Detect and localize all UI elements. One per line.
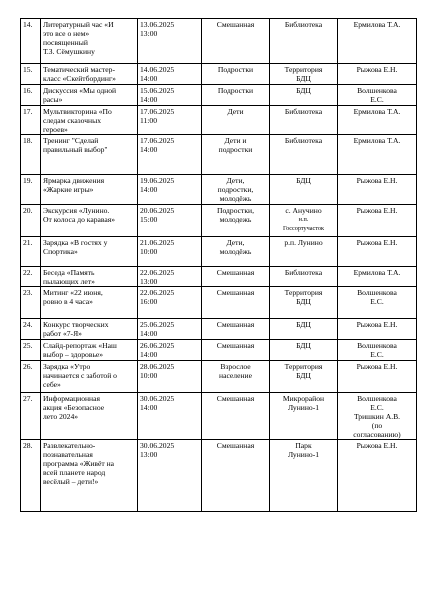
date-cell: [138, 319, 202, 340]
cell-line: класс «Скейтбординг»: [43, 73, 116, 83]
date-cell: [138, 135, 202, 175]
cell-line: Ермилова Т.А.: [353, 135, 401, 145]
cell-line: Дети: [227, 106, 244, 116]
place-cell: [270, 393, 338, 440]
event-date: 14.06.2025: [140, 64, 175, 74]
cell-line: молодёжь: [219, 193, 252, 203]
schedule-body: [21, 19, 417, 512]
event-time: 14:00: [140, 73, 158, 83]
place-cell: [270, 175, 338, 205]
cell-line: Спортика»: [43, 246, 78, 256]
cell-line: население: [219, 370, 252, 380]
cell-line: Е.С.: [370, 402, 384, 412]
cell-line: БДЦ: [296, 319, 311, 329]
cell-line: БДЦ: [296, 175, 311, 185]
responsible-cell: [338, 340, 417, 361]
date-cell: [138, 237, 202, 267]
cell-line: Смешанная: [216, 267, 255, 277]
cell-line: героев»: [43, 124, 68, 134]
cell-line: Парк: [295, 440, 312, 450]
cell-line: лето 2024»: [43, 411, 79, 421]
event-date: 28.06.2025: [140, 361, 175, 371]
cell-line: Дети,: [226, 175, 245, 185]
cell-line: Дети,: [226, 237, 245, 247]
cell-line: подростки,: [217, 184, 254, 194]
date-cell: [138, 64, 202, 85]
cell-line: Митинг «22 июня,: [43, 287, 103, 297]
cell-line: Библиотека: [284, 19, 323, 29]
cell-line: Территория: [284, 64, 323, 74]
responsible-cell: [338, 440, 417, 512]
row-number: 18.: [21, 135, 41, 175]
cell-line: Рыжова Е.Н.: [356, 237, 398, 247]
responsible-cell: [338, 85, 417, 106]
audience-cell: [202, 175, 270, 205]
activity-cell: [41, 237, 138, 267]
audience-cell: [202, 19, 270, 64]
cell-line: Ермилова Т.А.: [353, 267, 401, 277]
cell-line: правильный выбор": [43, 144, 108, 154]
activity-cell: [41, 361, 138, 393]
cell-line: Тренинг "Сделай: [43, 135, 99, 145]
table-row: [21, 64, 417, 85]
activity-cell: [41, 440, 138, 512]
cell-line: Рыжова Е.Н.: [356, 205, 398, 215]
cell-line: Развлекательно-: [43, 440, 96, 450]
event-date: 22.06.2025: [140, 267, 175, 277]
responsible-cell: [338, 287, 417, 319]
row-number: 14.: [21, 19, 41, 64]
cell-line: Е.С.: [370, 94, 384, 104]
cell-line: Слайд-репортаж «Наш: [43, 340, 117, 350]
responsible-cell: [338, 106, 417, 135]
cell-line: Подростки: [217, 64, 254, 74]
audience-cell: [202, 237, 270, 267]
event-time: 13:00: [140, 449, 158, 459]
table-row: [21, 267, 417, 287]
cell-line: Ярмарка движения: [43, 175, 105, 185]
date-cell: [138, 361, 202, 393]
row-number: 23.: [21, 287, 41, 319]
responsible-cell: [338, 267, 417, 287]
activity-cell: [41, 393, 138, 440]
place-cell: [270, 267, 338, 287]
event-date: 15.06.2025: [140, 85, 175, 95]
activity-cell: [41, 175, 138, 205]
cell-line: Рыжова Е.Н.: [356, 440, 398, 450]
cell-line: Смешанная: [216, 340, 255, 350]
row-number: 17.: [21, 106, 41, 135]
cell-line: себе»: [43, 379, 61, 389]
cell-line: Рыжова Е.Н.: [356, 64, 398, 74]
responsible-cell: [338, 19, 417, 64]
responsible-cell: [338, 361, 417, 393]
responsible-cell: [338, 393, 417, 440]
cell-line: (по: [371, 420, 383, 430]
responsible-cell: [338, 175, 417, 205]
schedule-table: [20, 18, 417, 512]
cell-line: Беседа «Память: [43, 267, 95, 277]
cell-line: Зарядка «Утро: [43, 361, 91, 371]
row-number: 26.: [21, 361, 41, 393]
table-row: [21, 440, 417, 512]
cell-line: Смешанная: [216, 393, 255, 403]
event-time: 10:00: [140, 370, 158, 380]
cell-line: Библиотека: [284, 106, 323, 116]
cell-line: выбор – здоровье»: [43, 349, 104, 359]
activity-cell: [41, 319, 138, 340]
cell-line: Подростки,: [216, 205, 255, 215]
place-cell: [270, 19, 338, 64]
place-cell: [270, 85, 338, 106]
cell-line: Территория: [284, 287, 323, 297]
cell-line: Библиотека: [284, 135, 323, 145]
event-time: 15:00: [140, 214, 158, 224]
cell-line: Смешанная: [216, 440, 255, 450]
table-row: [21, 340, 417, 361]
cell-line: Рыжова Е.Н.: [356, 175, 398, 185]
cell-line: это все о нем»: [43, 28, 90, 38]
cell-line: Е.С.: [370, 349, 384, 359]
audience-cell: [202, 267, 270, 287]
cell-line: познавательная: [43, 449, 93, 459]
responsible-cell: [338, 237, 417, 267]
audience-cell: [202, 205, 270, 237]
cell-line: Госсортучасток: [283, 224, 324, 232]
audience-cell: [202, 106, 270, 135]
audience-cell: [202, 135, 270, 175]
date-cell: [138, 85, 202, 106]
table-row: [21, 361, 417, 393]
responsible-cell: [338, 135, 417, 175]
event-time: 13:00: [140, 276, 158, 286]
event-time: 14:00: [140, 144, 158, 154]
cell-line: Тришкин А.В.: [353, 411, 401, 421]
activity-cell: [41, 267, 138, 287]
cell-line: расы»: [43, 94, 63, 104]
event-time: 14:00: [140, 184, 158, 194]
activity-cell: [41, 64, 138, 85]
responsible-cell: [338, 64, 417, 85]
cell-line: следам сказочных: [43, 115, 102, 125]
event-time: 14:00: [140, 349, 158, 359]
event-time: 11:00: [140, 115, 158, 125]
cell-line: молодёжь: [219, 246, 252, 256]
event-time: 14:00: [140, 328, 158, 338]
event-time: 10:00: [140, 246, 158, 256]
place-cell: [270, 205, 338, 237]
audience-cell: [202, 340, 270, 361]
cell-line: Волшенкова: [357, 340, 397, 350]
cell-line: работ «7-Я»: [43, 328, 82, 338]
event-time: 16:00: [140, 296, 158, 306]
audience-cell: [202, 361, 270, 393]
event-date: 26.06.2025: [140, 340, 175, 350]
activity-cell: [41, 19, 138, 64]
audience-cell: [202, 64, 270, 85]
cell-line: молодежь: [219, 214, 252, 224]
date-cell: [138, 175, 202, 205]
cell-line: начинается с заботой о: [43, 370, 117, 380]
cell-line: Микрорайон: [282, 393, 325, 403]
cell-line: Информационная: [43, 393, 100, 403]
date-cell: [138, 106, 202, 135]
place-cell: [270, 237, 338, 267]
row-number: 25.: [21, 340, 41, 361]
activity-cell: [41, 106, 138, 135]
cell-line: акция «Безопасное: [43, 402, 105, 412]
cell-line: БДЦ: [296, 296, 311, 306]
cell-line: р.п. Лунино: [284, 237, 323, 247]
cell-line: Смешанная: [216, 287, 255, 297]
place-cell: [270, 440, 338, 512]
date-cell: [138, 287, 202, 319]
table-row: [21, 19, 417, 64]
cell-line: Смешанная: [216, 319, 255, 329]
activity-cell: [41, 85, 138, 106]
event-time: 14:00: [140, 402, 158, 412]
cell-line: Экскурсия «Лунино.: [43, 205, 110, 215]
cell-line: подростки: [218, 144, 253, 154]
cell-line: всей планете народ: [43, 467, 106, 477]
cell-line: БДЦ: [296, 340, 311, 350]
cell-line: БДЦ: [296, 370, 311, 380]
cell-line: Дети и: [224, 135, 247, 145]
date-cell: [138, 205, 202, 237]
table-row: [21, 106, 417, 135]
event-date: 17.06.2025: [140, 106, 175, 116]
cell-line: БДЦ: [296, 73, 311, 83]
audience-cell: [202, 85, 270, 106]
event-date: 13.06.2025: [140, 19, 175, 29]
table-row: [21, 319, 417, 340]
row-number: 27.: [21, 393, 41, 440]
cell-line: Зарядка «В гостях у: [43, 237, 108, 247]
audience-cell: [202, 393, 270, 440]
event-date: 25.06.2025: [140, 319, 175, 329]
cell-line: Подростки: [217, 85, 254, 95]
cell-line: От колоса до каравая»: [43, 214, 116, 224]
cell-line: Лунино-1: [287, 402, 320, 412]
cell-line: БДЦ: [296, 85, 311, 95]
audience-cell: [202, 287, 270, 319]
cell-line: Смешанная: [216, 19, 255, 29]
place-cell: [270, 361, 338, 393]
date-cell: [138, 440, 202, 512]
table-row: [21, 393, 417, 440]
place-cell: [270, 106, 338, 135]
event-date: 22.06.2025: [140, 287, 175, 297]
cell-line: весёлый – дети!»: [43, 476, 99, 486]
place-cell: [270, 287, 338, 319]
cell-line: Волшенкова: [357, 287, 397, 297]
cell-line: Ермилова Т.А.: [353, 19, 401, 29]
event-date: 30.06.2025: [140, 393, 175, 403]
table-row: [21, 135, 417, 175]
row-number: 21.: [21, 237, 41, 267]
place-cell: [270, 135, 338, 175]
event-date: 19.06.2025: [140, 175, 175, 185]
cell-line: Е.С.: [370, 296, 384, 306]
row-number: 24.: [21, 319, 41, 340]
cell-line: Библиотека: [284, 267, 323, 277]
cell-line: с. Анучино: [285, 205, 322, 215]
cell-line: ровно в 4 часа»: [43, 296, 93, 306]
activity-cell: [41, 287, 138, 319]
event-date: 20.06.2025: [140, 205, 175, 215]
cell-line: согласованию): [353, 429, 401, 439]
row-number: 16.: [21, 85, 41, 106]
row-number: 20.: [21, 205, 41, 237]
cell-line: Мультвикторина «По: [43, 106, 112, 116]
audience-cell: [202, 319, 270, 340]
responsible-cell: [338, 205, 417, 237]
cell-line: Волшенкова: [357, 85, 397, 95]
cell-line: Рыжова Е.Н.: [356, 319, 398, 329]
row-number: 22.: [21, 267, 41, 287]
event-time: 13:00: [140, 28, 158, 38]
table-row: [21, 287, 417, 319]
cell-line: Рыжова Е.Н.: [356, 361, 398, 371]
cell-line: Ермилова Т.А.: [353, 106, 401, 116]
table-row: [21, 85, 417, 106]
cell-line: Литературный час «И: [43, 19, 114, 29]
cell-line: «Жаркие игры»: [43, 184, 94, 194]
event-date: 30.06.2025: [140, 440, 175, 450]
cell-line: Взрослое: [220, 361, 251, 371]
cell-line: Волшенкова: [357, 393, 397, 403]
place-cell: [270, 64, 338, 85]
cell-line: Лунино-1: [287, 449, 320, 459]
cell-line: программа «Живёт на: [43, 458, 115, 468]
date-cell: [138, 340, 202, 361]
cell-line: Территория: [284, 361, 323, 371]
cell-line: посвященный: [43, 37, 88, 47]
table-row: [21, 237, 417, 267]
row-number: 19.: [21, 175, 41, 205]
cell-line: Тематический мастер-: [43, 64, 116, 74]
date-cell: [138, 393, 202, 440]
activity-cell: [41, 340, 138, 361]
event-time: 14:00: [140, 94, 158, 104]
date-cell: [138, 19, 202, 64]
activity-cell: [41, 205, 138, 237]
cell-line: Конкурс творческих: [43, 319, 109, 329]
place-cell: [270, 319, 338, 340]
cell-line: н.п.: [298, 215, 309, 223]
date-cell: [138, 267, 202, 287]
cell-line: пылающих лет»: [43, 276, 95, 286]
cell-line: Дискуссия «Мы одной: [43, 85, 117, 95]
responsible-cell: [338, 319, 417, 340]
cell-line: Т.З. Сёмушкину: [43, 46, 95, 56]
table-row: [21, 175, 417, 205]
activity-cell: [41, 135, 138, 175]
table-row: [21, 205, 417, 237]
event-date: 17.06.2025: [140, 135, 175, 145]
row-number: 28.: [21, 440, 41, 512]
audience-cell: [202, 440, 270, 512]
event-date: 21.06.2025: [140, 237, 175, 247]
row-number: 15.: [21, 64, 41, 85]
place-cell: [270, 340, 338, 361]
